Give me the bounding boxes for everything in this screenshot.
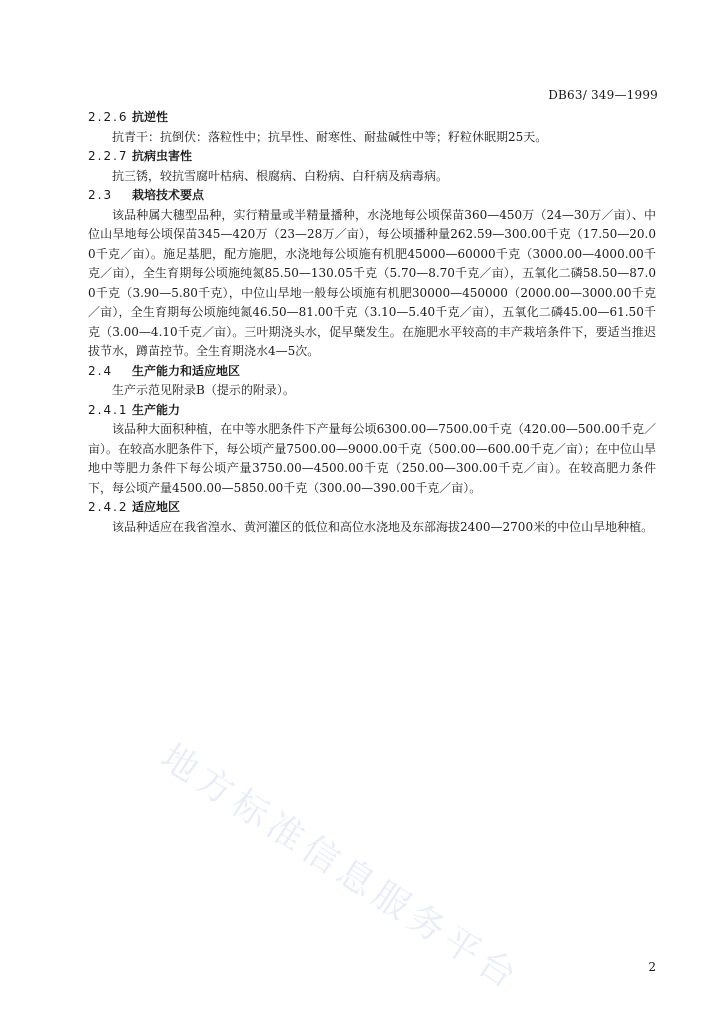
section-heading-2-4-1 [88, 401, 656, 421]
section-heading-2-2-7 [88, 147, 656, 167]
section-heading-2-2-6 [88, 108, 656, 128]
section-title: 栽培技术要点 [132, 188, 205, 202]
section-number: 2.2.6 [88, 110, 129, 124]
section-number: 2.2.7 [88, 149, 129, 163]
document-code: DB63/ 349—1999 [548, 88, 658, 102]
section-paragraph: 抗三锈，较抗雪腐叶枯病、根腐病、白粉病、白秆病及病毒病。 [112, 168, 449, 183]
section-paragraph: 抗青干：抗倒伏：落粒性中；抗旱性、耐寒性、耐盐碱性中等；籽粒休眠期25天。 [112, 129, 548, 144]
section-number: 2.3 [88, 188, 114, 202]
section-paragraph: 生产示范见附录B（提示的附录）。 [112, 383, 295, 397]
section-heading-2-4 [88, 362, 656, 382]
watermark-text: 地方标准信息服务平台 [153, 736, 528, 1000]
section-title: 生产能力和适应地区 [132, 363, 241, 378]
section-number: 2.4.2 [88, 500, 129, 514]
section-number: 2.4 [88, 363, 114, 378]
section-paragraph: 该品种属大穗型品种，实行精量或半精量播种，水浇地每公顷保苗360—450万（24—30万／亩）、中位山旱地每公顷保苗345—420万（23—28万／亩），每公顷播种量262.59—300.00千克（17.50—20.00千克／亩）。施足基肥，配方施肥，水浇地每公顷施有机肥45000—60000千克（3000.00—4000.00千克／亩），全生育期每公顷施纯氮85.50—130.05千克（5.70—8.70千克／亩），五氧化二磷58.50—87.00千克（3.90—5.80千克），中位山旱地一般每公顷施有机肥30000—450000（2000.00—3000.00千克／亩），全生育期每公顷施纯氮46.50—81.00千克（3.10—5.40千克／亩），五氧化二磷45.00—61.50千克（3.00—4.10千克／亩）。三叶期浇头水，促早蘖发生。在施肥水平较高的丰产栽培条件下，要适当推迟拔节水，蹲苗控节。全生育期浇水4—5次。 [88, 207, 656, 358]
section-title: 抗病虫害性 [132, 149, 193, 163]
page-number: 2 [648, 960, 656, 974]
section-number: 2.4.1 [88, 402, 129, 417]
section-paragraph: 该品种适应在我省湟水、黄河灌区的低位和高位水浇地及东部海拔2400—2700米的中位山旱地种植。 [112, 519, 654, 534]
document-body [88, 108, 656, 537]
section-title: 生产能力 [132, 402, 181, 417]
section-title: 抗逆性 [132, 110, 169, 124]
section-title: 适应地区 [132, 500, 181, 514]
section-heading-2-4-2 [88, 498, 656, 518]
section-heading-2-3 [88, 186, 656, 206]
section-paragraph: 该品种大面积种植，在中等水肥条件下产量每公顷6300.00—7500.00千克（420.00—500.00千克／亩）。在较高水肥条件下，每公顷产量7500.00—9000.00千克（500.00—600.00千克／亩）；在中位山旱地中等肥力条件下每公顷产量3750.00—4500.00千克（250.00—300.00千克／亩）。在较高肥力条件下，每公顷产量4500.00—5850.00千克（300.00—390.00千克／亩）。 [88, 422, 656, 495]
